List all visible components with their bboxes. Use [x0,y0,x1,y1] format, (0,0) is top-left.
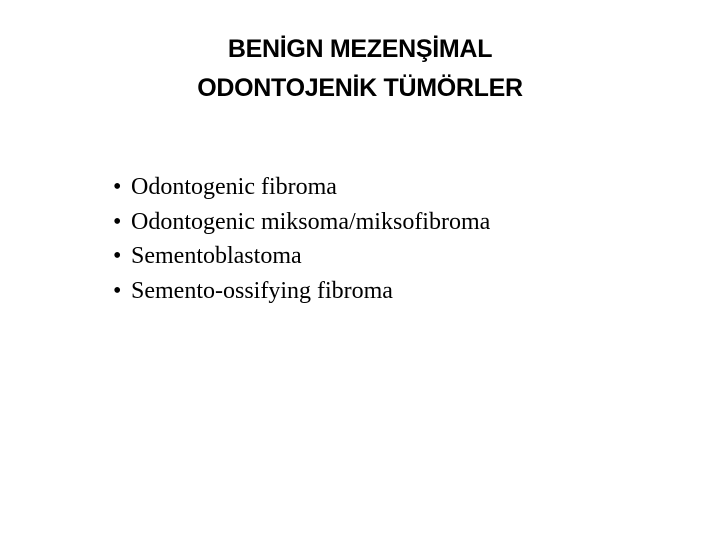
list-item [113,274,490,309]
list-item [113,170,490,205]
list-item [113,239,490,274]
bullet-icon: • [113,174,122,200]
list-item-text: Odontogenic miksoma/miksofibroma [131,208,491,235]
title-line-2: ODONTOJENİK TÜMÖRLER [197,74,523,102]
bullet-icon: • [113,277,122,304]
bullet-icon: • [113,208,122,235]
list-item-text: Semento-ossifying fibroma [131,277,393,304]
list-item-text: Sementoblastoma [131,243,302,269]
list-item [113,205,490,240]
title-line-1: BENİGN MEZENŞİMAL [227,35,493,63]
list-item-text: Odontogenic fibroma [131,174,337,200]
bullet-list [113,170,490,308]
bullet-icon: • [113,243,122,269]
slide-title [0,30,720,108]
